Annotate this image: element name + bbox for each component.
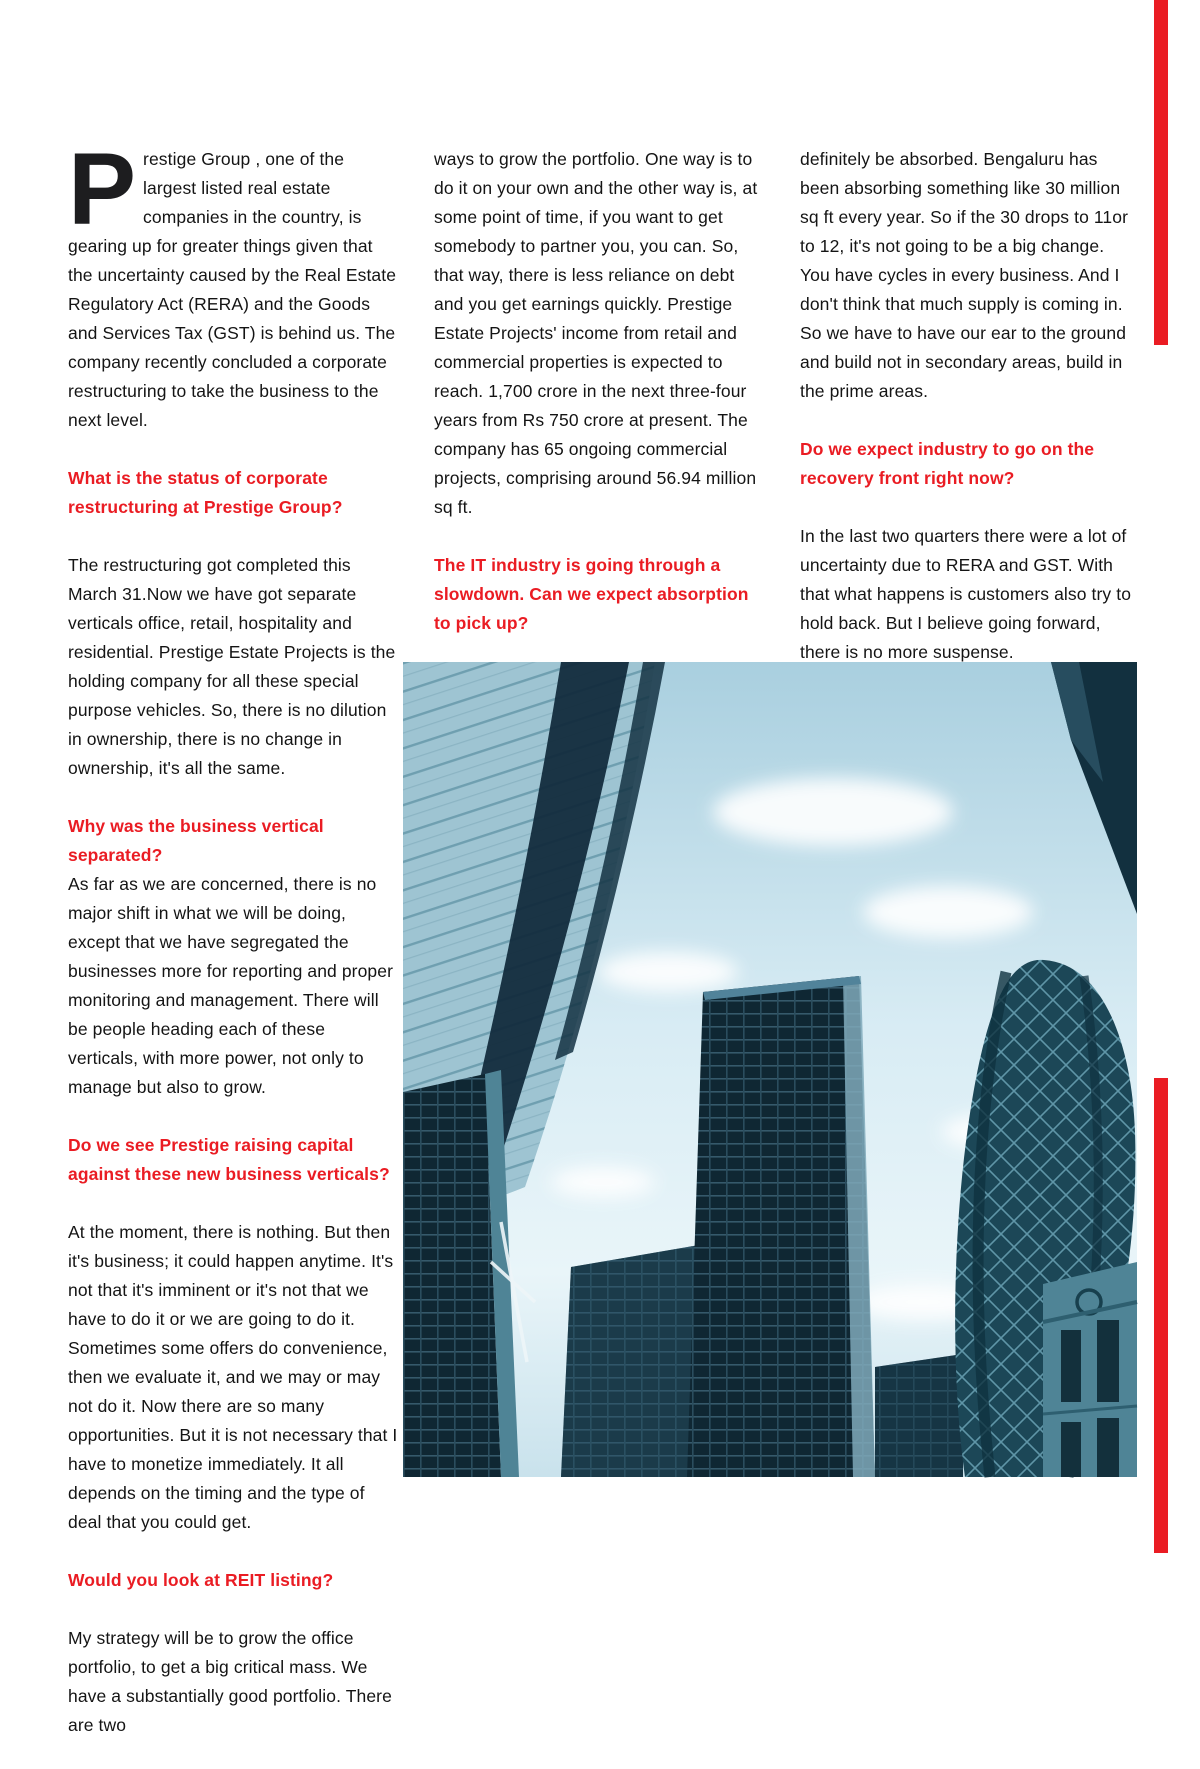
left-paragraph: As far as we are concerned, there is no major shift in what we will be doing, except that we have segregated the businesses more for reporting and proper monitoring and management. There will be people heading each of these verticals, with more power, not only to manage but also to grow.: [68, 874, 394, 1097]
left-question-heading: Why was the business vertical separated?: [68, 816, 324, 865]
right-question-heading: Do we expect industry to go on the recovery front right now?: [800, 439, 1095, 488]
left-paragraph: My strategy will be to grow the office portfolio, to get a big critical mass. We have a substantially good portfolio. There are two: [68, 1628, 392, 1735]
column-left: [68, 132, 398, 1769]
left-paragraph: Prestige Group , one of the largest listed real estate companies in the country, is gearing up for greater things given that the uncertainty caused by the Real Estate Regulatory Act (RERA) and the Goods and Services Tax (GST) is behind us. The company recently concluded a corporate restructuring to take the business to the next level.: [68, 132, 397, 430]
red-edge-bar-bottom: [1154, 1078, 1168, 1553]
column-right: [800, 145, 1134, 696]
left-paragraph: The restructuring got completed this March 31.Now we have got separate verticals office, retail, hospitality and residential. Prestige Estate Projects is the holding company for all these special purpose vehicles. So, there is no dilution in ownership, there is no change in ownership, it's all the same.: [68, 555, 396, 778]
left-question-heading: Do we see Prestige raising capital against these new business verticals?: [68, 1135, 390, 1184]
skyscraper-photo-art: [403, 662, 1137, 1477]
left-question-heading: What is the status of corporate restructuring at Prestige Group?: [68, 468, 343, 517]
red-edge-bar-top: [1154, 0, 1168, 345]
left-question-heading: Would you look at REIT listing?: [68, 1570, 334, 1590]
left-paragraph: At the moment, there is nothing. But then it's business; it could happen anytime. It's not that it's imminent or it's not that we have to do it or we are going to do it. Sometimes some offers do convenience, then we evaluate it, and we may or may not do it. Now there are so many opportunities. But it is not necessary that I have to monetize immediately. It all depends on the timing and the type of deal that you could get.: [68, 1222, 398, 1532]
middle-question-heading: The IT industry is going through a slowdown. Can we expect absorption to pick up?: [434, 555, 749, 633]
right-paragraph: definitely be absorbed. Bengaluru has been absorbing something like 30 million sq ft every year. So if the 30 drops to 11or to 12, it's not going to be a big change. You have cycles in every business. And I don't think that much supply is coming in. So we have to have our ear to the ground and build not in secondary areas, build in the prime areas.: [800, 149, 1129, 401]
drop-cap: P: [68, 132, 134, 246]
middle-paragraph: ways to grow the portfolio. One way is to do it on your own and the other way is, at some point of time, if you want to get somebody to partner you, you can. So, that way, there is less reliance on debt and you get earnings quickly. Prestige Estate Projects' income from retail and commercial properties is expected to reach. 1,700 crore in the next three-four years from Rs 750 crore at present. The company has 65 ongoing commercial projects, comprising around 56.94 million sq ft.: [434, 149, 758, 517]
right-paragraph: In the last two quarters there were a lot of uncertainty due to RERA and GST. With that what happens is customers also try to hold back. But I believe going forward, there is no more suspense.: [800, 526, 1132, 662]
skyscraper-photo: [403, 662, 1137, 1477]
